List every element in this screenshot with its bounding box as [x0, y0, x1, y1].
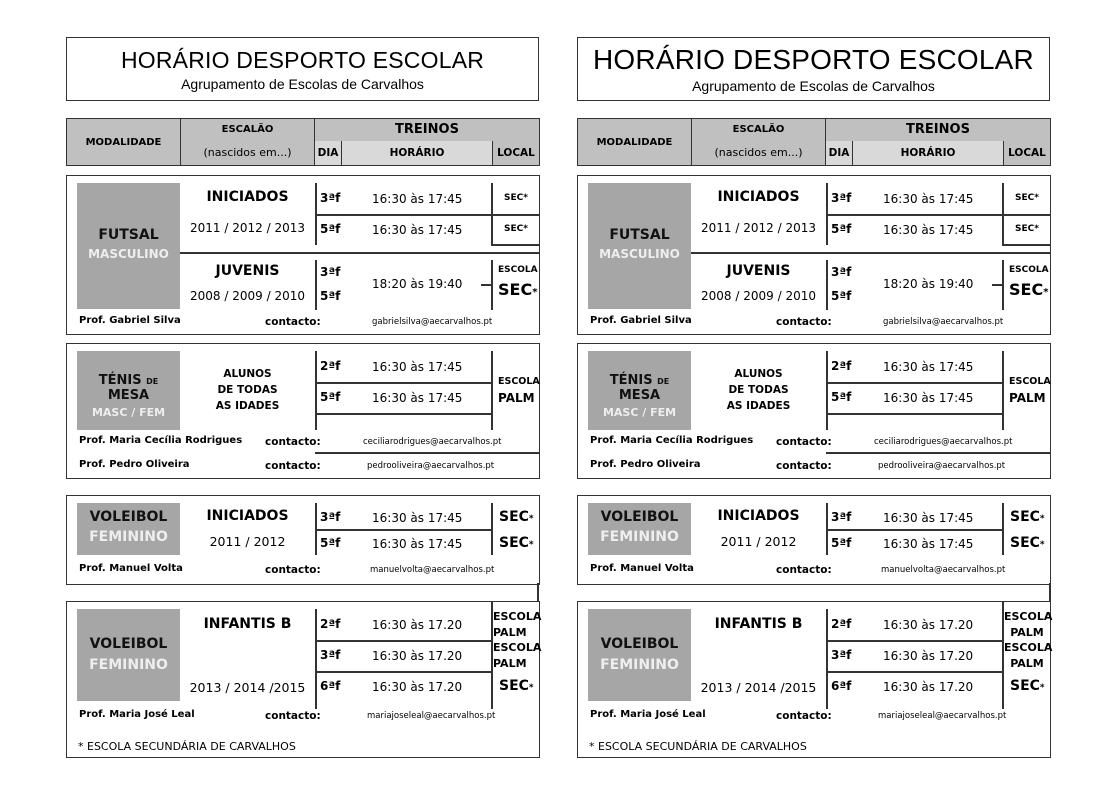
local-top: ESCOLA: [498, 376, 540, 387]
prof-name: Prof. Pedro Oliveira: [590, 459, 701, 470]
day: 5ªf: [320, 536, 341, 550]
contact-label: contacto:: [776, 436, 832, 448]
day: 6ªf: [320, 679, 341, 693]
section-futsal: [577, 175, 1051, 335]
local: SEC*: [504, 193, 528, 203]
modality-sub: MASC / FEM: [91, 406, 166, 419]
time: 16:30 às 17:45: [883, 223, 974, 237]
modality-sub: FEMININO: [600, 529, 679, 545]
day: 3ªf: [831, 648, 852, 662]
table-header: [66, 118, 540, 166]
section-voleibol-infantis: [577, 601, 1051, 758]
section-futsal: [66, 175, 540, 335]
modality-name: FUTSAL: [98, 227, 159, 243]
day: 5ªf: [320, 222, 341, 236]
modality-sub: FEMININO: [89, 657, 168, 673]
escalao-years: 2008 / 2009 / 2010: [190, 289, 305, 303]
section-tenis-mesa: [66, 343, 540, 479]
day: 2ªf: [320, 359, 341, 373]
time: 16:30 às 17:45: [372, 192, 463, 206]
local: ESCOLA PALM: [493, 610, 542, 639]
time: 16:30 às 17.20: [372, 618, 463, 632]
header-nascidos-label: (nascidos em...): [714, 146, 803, 159]
prof-name: Prof. Pedro Oliveira: [79, 459, 190, 470]
escalao-iniciados: INICIADOS: [206, 508, 289, 524]
day: 3ªf: [320, 265, 341, 279]
prof-name: Prof. Manuel Volta: [590, 563, 694, 574]
footnote: * ESCOLA SECUNDÁRIA DE CARVALHOS: [78, 740, 296, 753]
modality-sub: FEMININO: [600, 657, 679, 673]
contact-label: contacto:: [265, 460, 321, 472]
page-subtitle: Agrupamento de Escolas de Carvalhos: [181, 76, 424, 92]
modality-label-voleibol: [77, 503, 180, 555]
modality-sub: MASCULINO: [88, 247, 169, 261]
escalao-years: 2011 / 2012 / 2013: [701, 221, 816, 235]
escalao-years: 2008 / 2009 / 2010: [701, 289, 816, 303]
footnote: * ESCOLA SECUNDÁRIA DE CARVALHOS: [589, 740, 807, 753]
escalao-years: 2013 / 2014 /2015: [700, 680, 817, 695]
local: SEC*: [499, 535, 534, 551]
header-treinos-sub: [315, 141, 539, 165]
prof-name: Prof. Maria Cecília Rodrigues: [79, 435, 243, 446]
local: SEC*: [499, 678, 534, 694]
local: ESCOLA PALM: [493, 641, 542, 670]
header-treinos-sub: [826, 141, 1050, 165]
day: 5ªf: [831, 390, 852, 404]
day: 3ªf: [320, 191, 341, 205]
time: 16:30 às 17:45: [883, 192, 974, 206]
day: 2ªf: [831, 617, 852, 631]
prof-email[interactable]: pedrooliveira@aecarvalhos.pt: [367, 461, 495, 471]
day: 2ªf: [831, 359, 852, 373]
escalao-iniciados: INICIADOS: [717, 189, 800, 205]
day: 3ªf: [831, 191, 852, 205]
day: 3ªf: [320, 510, 341, 524]
day: 3ªf: [320, 648, 341, 662]
section-voleibol-iniciados: [66, 495, 540, 585]
modality-label-futsal: [77, 183, 180, 309]
title-box: [577, 37, 1050, 101]
local-top: ESCOLA: [498, 265, 538, 275]
header-modalidade: MODALIDADE: [67, 119, 181, 165]
modality-label-voleibol: [588, 609, 691, 701]
time: 16:30 às 17:45: [372, 511, 463, 525]
modality-sub: MASC / FEM: [602, 406, 677, 419]
escalao-iniciados: INICIADOS: [717, 508, 800, 524]
time: 16:30 às 17.20: [883, 649, 974, 663]
header-treinos: TREINOS: [395, 122, 459, 137]
header-nascidos-label: (nascidos em...): [203, 146, 292, 159]
prof-email[interactable]: gabrielsilva@aecarvalhos.pt: [883, 317, 1004, 327]
prof-email[interactable]: pedrooliveira@aecarvalhos.pt: [878, 461, 1006, 471]
modality-label-voleibol: [77, 609, 180, 701]
escalao-infantis: INFANTIS B: [714, 616, 803, 632]
local: SEC*: [1015, 193, 1039, 203]
table-header: [577, 118, 1051, 166]
prof-name: Prof. Maria Cecília Rodrigues: [590, 435, 754, 446]
modality-name: VOLEIBOL: [600, 509, 679, 525]
modality-label-tenis: [77, 351, 180, 430]
local: ESCOLA PALM: [1004, 641, 1053, 670]
local: SEC*: [1010, 535, 1045, 551]
header-dia: DIA: [315, 141, 342, 165]
local: SEC*: [1010, 509, 1045, 525]
modality-sub: FEMININO: [89, 529, 168, 545]
escalao-years: 2011 / 2012: [720, 534, 797, 549]
escalao-years: 2013 / 2014 /2015: [189, 680, 306, 695]
local-main: PALM: [498, 391, 535, 405]
local-main: PALM: [1009, 391, 1046, 405]
contact-label: contacto:: [776, 564, 832, 576]
contact-label: contacto:: [776, 460, 832, 472]
page-subtitle: Agrupamento de Escolas de Carvalhos: [692, 78, 935, 94]
time: 16:30 às 17:45: [372, 360, 463, 374]
modality-name: VOLEIBOL: [600, 636, 679, 652]
local-top: ESCOLA: [1009, 265, 1049, 275]
contact-label: contacto:: [265, 436, 321, 448]
header-local: LOCAL: [497, 147, 535, 159]
prof-email[interactable]: ceciliarodrigues@aecarvalhos.pt: [363, 437, 502, 447]
section-tenis-mesa: [577, 343, 1051, 479]
local: SEC*: [1015, 224, 1039, 234]
local: SEC*: [504, 224, 528, 234]
modality-label-voleibol: [588, 503, 691, 555]
contact-label: contacto:: [265, 564, 321, 576]
escalao-juvenis: JUVENIS: [726, 263, 791, 279]
escalao-all-ages: ALUNOS DE TODAS AS IDADES: [726, 368, 791, 412]
modality-name: TÉNIS DE MESA: [609, 373, 670, 403]
time: 18:20 às 19:40: [883, 277, 974, 291]
prof-email[interactable]: gabrielsilva@aecarvalhos.pt: [372, 317, 493, 327]
time: 16:30 às 17:45: [372, 537, 463, 551]
prof-name: Prof. Manuel Volta: [79, 563, 183, 574]
prof-name: Prof. Gabriel Silva: [79, 315, 181, 326]
header-horario: HORÁRIO: [853, 141, 1004, 165]
header-escalao: [692, 119, 826, 165]
header-treinos: TREINOS: [906, 122, 970, 137]
modality-sub: MASCULINO: [599, 247, 680, 261]
prof-name: Prof. Maria José Leal: [79, 709, 195, 720]
prof-email[interactable]: ceciliarodrigues@aecarvalhos.pt: [874, 437, 1013, 447]
local-main: SEC*: [1009, 280, 1049, 299]
modality-name: VOLEIBOL: [89, 509, 168, 525]
header-escalao-label: ESCALÃO: [732, 124, 785, 135]
contact-label: contacto:: [776, 316, 832, 328]
modality-label-futsal: [588, 183, 691, 309]
escalao-juvenis: JUVENIS: [215, 263, 280, 279]
header-horario: HORÁRIO: [342, 141, 493, 165]
escalao-infantis: INFANTIS B: [203, 616, 292, 632]
day: 5ªf: [831, 536, 852, 550]
prof-email[interactable]: manuelvolta@aecarvalhos.pt: [881, 565, 1006, 575]
day: 3ªf: [831, 265, 852, 279]
day: 5ªf: [320, 289, 341, 303]
escalao-years: 2011 / 2012: [209, 534, 286, 549]
title-box: [66, 37, 539, 101]
contact-label: contacto:: [265, 710, 321, 722]
time: 16:30 às 17:45: [372, 391, 463, 405]
time: 16:30 às 17:45: [883, 511, 974, 525]
escalao-all-ages: ALUNOS DE TODAS AS IDADES: [215, 368, 280, 412]
header-dia: DIA: [826, 141, 853, 165]
time: 18:20 às 19:40: [372, 277, 463, 291]
modality-name: VOLEIBOL: [89, 636, 168, 652]
escalao-years: 2011 / 2012 / 2013: [190, 221, 305, 235]
time: 16:30 às 17.20: [372, 649, 463, 663]
section-voleibol-iniciados: [577, 495, 1051, 585]
modality-name: TÉNIS DE MESA: [98, 373, 159, 403]
modality-label-tenis: [588, 351, 691, 430]
page-title: HORÁRIO DESPORTO ESCOLAR: [593, 44, 1034, 75]
day: 6ªf: [831, 679, 852, 693]
header-escalao-label: ESCALÃO: [221, 124, 274, 135]
time: 16:30 às 17.20: [372, 680, 463, 694]
day: 2ªf: [320, 617, 341, 631]
prof-email[interactable]: mariajoseleal@aecarvalhos.pt: [367, 711, 496, 721]
local-top: ESCOLA: [1009, 376, 1051, 387]
contact-label: contacto:: [265, 316, 321, 328]
time: 16:30 às 17.20: [883, 680, 974, 694]
section-voleibol-infantis: [66, 601, 540, 758]
header-escalao: [181, 119, 315, 165]
time: 16:30 às 17:45: [372, 223, 463, 237]
prof-name: Prof. Gabriel Silva: [590, 315, 692, 326]
day: 5ªf: [831, 289, 852, 303]
time: 16:30 às 17:45: [883, 537, 974, 551]
prof-email[interactable]: mariajoseleal@aecarvalhos.pt: [878, 711, 1007, 721]
day: 3ªf: [831, 510, 852, 524]
time: 16:30 às 17:45: [883, 391, 974, 405]
prof-email[interactable]: manuelvolta@aecarvalhos.pt: [370, 565, 495, 575]
header-modalidade: MODALIDADE: [578, 119, 692, 165]
local: ESCOLA PALM: [1004, 610, 1053, 639]
header-local: LOCAL: [1008, 147, 1046, 159]
prof-name: Prof. Maria José Leal: [590, 709, 706, 720]
day: 5ªf: [320, 390, 341, 404]
contact-label: contacto:: [776, 710, 832, 722]
escalao-iniciados: INICIADOS: [206, 189, 289, 205]
time: 16:30 às 17:45: [883, 360, 974, 374]
day: 5ªf: [831, 222, 852, 236]
modality-name: FUTSAL: [609, 227, 670, 243]
local: SEC*: [1010, 678, 1045, 694]
page-title: HORÁRIO DESPORTO ESCOLAR: [120, 47, 485, 73]
time: 16:30 às 17.20: [883, 618, 974, 632]
local-main: SEC*: [498, 280, 538, 299]
local: SEC*: [499, 509, 534, 525]
